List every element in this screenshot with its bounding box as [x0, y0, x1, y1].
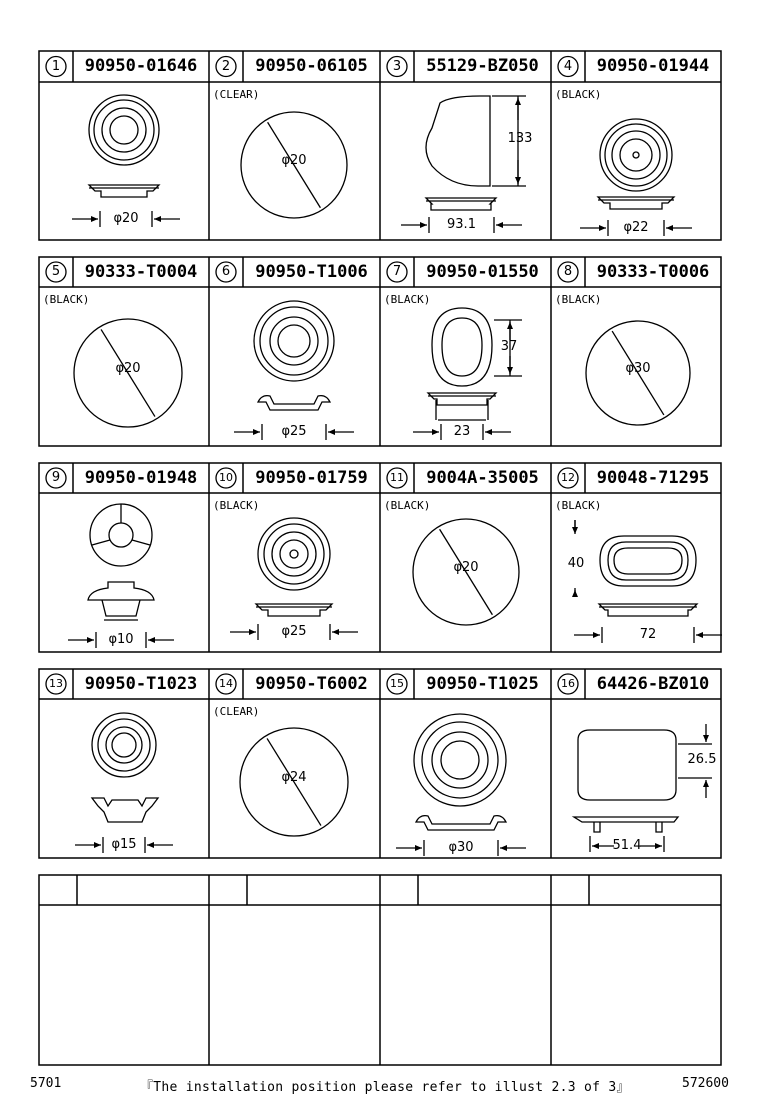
item-index: 12 [561, 471, 575, 484]
part-number: 55129-BZ050 [426, 56, 539, 76]
color-note: (BLACK) [384, 499, 431, 512]
part-number: 90950-01759 [255, 468, 368, 488]
part-number: 90048-71295 [596, 468, 710, 488]
dimension-label: 93.1 [447, 217, 476, 232]
dimension-label: 133 [507, 131, 533, 146]
dimension-label: 37 [500, 339, 518, 354]
color-note: (BLACK) [555, 499, 602, 512]
color-note: (BLACK) [555, 293, 602, 306]
item-index: 11 [390, 471, 404, 484]
item-index: 5 [51, 264, 61, 279]
dimension-label: φ30 [448, 840, 474, 855]
part-number: 9004A-35005 [426, 468, 539, 488]
part-number: 90950-T6002 [255, 674, 368, 694]
item-index: 15 [390, 677, 404, 690]
item-index: 2 [221, 58, 231, 74]
item-index: 10 [219, 471, 233, 484]
dimension-label: φ15 [111, 837, 137, 852]
item-index: 4 [563, 58, 573, 74]
item-index: 9 [51, 470, 61, 485]
dimension-label: φ25 [281, 424, 307, 439]
color-note: (CLEAR) [213, 88, 260, 101]
item-index: 7 [392, 264, 402, 279]
dimension-label: φ20 [115, 361, 141, 376]
footer-right: 572600 [682, 1076, 729, 1091]
item-index: 14 [219, 677, 233, 690]
item-index: 1 [51, 58, 61, 74]
dimension-label: φ24 [281, 770, 307, 785]
footer-note: 『The installation position please refer to illust 2.3 of 3』 [140, 1080, 630, 1095]
part-number: 90950-01948 [84, 468, 198, 488]
dimension-label: φ10 [108, 632, 134, 647]
color-note: (BLACK) [384, 293, 431, 306]
item-index: 3 [392, 58, 402, 74]
part-number: 90950-01646 [84, 56, 198, 76]
color-note: (CLEAR) [213, 705, 260, 718]
color-note: (BLACK) [555, 88, 602, 101]
dimension-label: φ25 [281, 624, 307, 639]
dimension-label: φ22 [623, 220, 649, 235]
part-number: 90950-T1023 [84, 674, 198, 694]
item-index: 16 [561, 677, 575, 690]
footer-left: 5701 [30, 1076, 62, 1091]
part-number: 64426-BZ010 [596, 674, 710, 694]
dimension-label: φ30 [625, 361, 651, 376]
dimension-label: 26.5 [687, 752, 717, 767]
item-index: 13 [49, 677, 63, 690]
part-number: 90950-01944 [596, 56, 710, 76]
dimension-label: φ20 [453, 560, 479, 575]
part-number: 90950-T1006 [255, 262, 368, 282]
part-number: 90950-T1025 [426, 674, 539, 694]
dimension-label: 40 [567, 556, 585, 571]
part-number: 90950-06105 [255, 56, 368, 76]
color-note: (BLACK) [213, 499, 260, 512]
color-note: (BLACK) [43, 293, 90, 306]
item-index: 6 [221, 264, 231, 279]
part-number: 90950-01550 [426, 262, 539, 282]
dimension-label: φ20 [281, 153, 307, 168]
part-number: 90333-T0004 [84, 262, 198, 282]
item-index: 8 [563, 264, 573, 279]
part-number: 90333-T0006 [596, 262, 710, 282]
dimension-label: 72 [639, 627, 657, 642]
dimension-label: 51.4 [612, 838, 642, 853]
dimension-label: φ20 [113, 211, 139, 226]
dimension-label: 23 [453, 424, 471, 439]
